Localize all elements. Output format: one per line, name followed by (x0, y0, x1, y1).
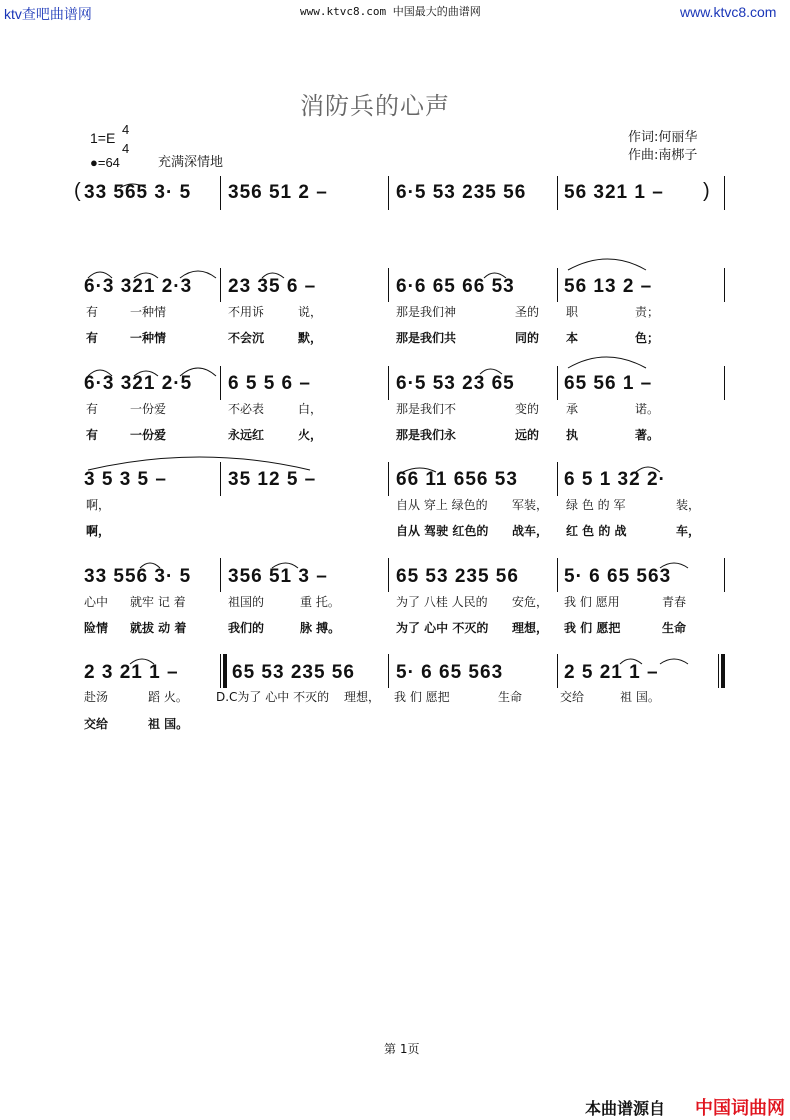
lyric: 一份爱 (130, 402, 167, 416)
lyric: 变的 (515, 402, 540, 416)
lyric: 祖 国。 (148, 717, 189, 731)
lyric: 军装， (512, 498, 549, 512)
slur (134, 371, 158, 376)
lyric: 蹈 火。 (148, 690, 188, 704)
lyric: 战车， (512, 524, 549, 538)
lyric: 诺。 (635, 402, 660, 416)
slur (403, 468, 436, 472)
lyric: 祖 国。 (620, 690, 660, 704)
lyric: 自从 驾驶 红色的 (396, 524, 489, 538)
footer-source-site[interactable]: 中国词曲网 (695, 1098, 785, 1119)
lyric: 一份爱 (130, 428, 167, 442)
lyric: 火， (298, 428, 323, 442)
song-title: 消防兵的心声 (300, 92, 450, 120)
system1-measure1-notes: 33 565 3· 5 (84, 182, 192, 203)
system6-measure4-notes: 2 5 21 1 – (564, 662, 659, 683)
slur (88, 272, 112, 278)
lyric: 心中 (84, 595, 109, 609)
lyric: 自从 穿上 绿色的 (396, 498, 488, 512)
system4-measure2-notes: 35 12 5 – (228, 469, 317, 490)
slur (620, 659, 642, 664)
repeat-close-paren: ) (703, 180, 710, 202)
lyric: 脉 搏。 (300, 621, 341, 635)
lyric: 重 托。 (300, 595, 340, 609)
slur (134, 273, 158, 278)
repeat-open-paren: ( (74, 180, 81, 202)
lyricist-credit: 作词:何丽华 (628, 130, 698, 145)
system4-measure4-notes: 6 5 1 32 2· (564, 469, 666, 490)
footer-source-label: 本曲谱源自 (585, 1099, 666, 1118)
lyric: 我 们 愿把 (564, 621, 621, 635)
lyric: 不必表 (228, 402, 265, 416)
lyric: 就牢 记 着 (130, 595, 186, 609)
lyric: 承 (566, 402, 579, 416)
lyric: 不会沉 (228, 331, 265, 345)
lyric: 那是我们神 (396, 305, 457, 319)
lyric: 绿 色 的 军 (566, 498, 626, 512)
lyric: 默， (298, 331, 323, 345)
lyric: 永远红 (228, 428, 265, 442)
lyric: 险情 (84, 621, 109, 635)
system2-measure4-notes: 56 13 2 – (564, 276, 653, 297)
lyric: 圣的 (515, 305, 540, 319)
slur (272, 563, 298, 568)
lyric: 交给 (84, 717, 109, 731)
lyric: 车， (676, 524, 701, 538)
lyric: 青春 (662, 595, 687, 609)
system2-measure1-notes: 6·3 321 2·3 (84, 276, 193, 297)
composer-credit: 作曲:南梆子 (628, 148, 698, 163)
lyric: 本 (566, 331, 579, 345)
lyric: 啊， (86, 498, 111, 512)
slur (88, 370, 112, 376)
slur (660, 659, 688, 664)
lyric: 我 们 愿把 (394, 690, 450, 704)
lyric: 那是我们不 (396, 402, 457, 416)
system5-measure3-notes: 65 53 235 56 (396, 566, 519, 587)
lyric: 就拔 动 着 (130, 621, 187, 635)
lyric: 职 (566, 305, 579, 319)
lyric: 装， (676, 498, 701, 512)
system2-measure3-notes: 6·6 65 66 53 (396, 276, 515, 297)
slur (480, 369, 502, 374)
lyric: 有 (86, 402, 99, 416)
page-number: 第 1页 (384, 1042, 420, 1056)
lyric: 说， (298, 305, 323, 319)
quarter-note-icon: ● (90, 155, 98, 170)
header-site-left[interactable]: ktv查吧曲谱网 (4, 6, 92, 22)
system3-measure2-notes: 6 5 5 6 – (228, 373, 311, 394)
lyric: 我们的 (228, 621, 265, 635)
lyric: 有 (86, 428, 99, 442)
lyric: 那是我们共 (396, 331, 457, 345)
lyric: 为了 心中 不灭的 (396, 621, 489, 635)
system2-measure2-notes: 23 35 6 – (228, 276, 317, 297)
lyric: 我 们 愿用 (564, 595, 620, 609)
lyric: 有 (86, 331, 99, 345)
lyric: 责； (635, 305, 660, 319)
lyric: 祖国的 (228, 595, 265, 609)
slur (484, 273, 506, 278)
key-signature: 1=E (90, 130, 116, 146)
expression-marking: 充满深情地 (158, 155, 224, 170)
lyric: 赴汤 (84, 690, 109, 704)
slur (120, 184, 146, 188)
lyric: 理想， (512, 621, 549, 635)
lyric: 理想， (344, 690, 381, 704)
lyric: 生命 (498, 690, 523, 704)
slur (140, 563, 160, 568)
slur (660, 563, 688, 568)
lyric: 安危， (512, 595, 549, 609)
lyric: 白， (298, 402, 323, 416)
lyric: 色； (635, 331, 660, 345)
slur (568, 357, 646, 368)
header-site-center[interactable]: www.ktvc8.com 中国最大的曲谱网 (300, 5, 481, 18)
slur (636, 467, 660, 472)
system3-measure1-notes: 6·3 321 2·5 (84, 373, 193, 394)
slur (180, 271, 216, 278)
system5-measure4-notes: 5· 6 65 563 (564, 566, 672, 587)
system4-measure3-notes: 66 11 656 53 (396, 469, 518, 490)
lyric: 红 色 的 战 (566, 524, 627, 538)
system1-measure4-notes: 56 321 1 – (564, 182, 664, 203)
lyric: 为了 八桂 人民的 (396, 595, 488, 609)
system1-measure3-notes: 6·5 53 235 56 (396, 182, 527, 203)
system6-measure3-notes: 5· 6 65 563 (396, 662, 504, 683)
system6-measure2-notes: 65 53 235 56 (232, 662, 355, 683)
lyric: 一种情 (130, 331, 167, 345)
time-signature-top: 4 (122, 122, 130, 137)
system5-measure2-notes: 356 51 3 – (228, 566, 328, 587)
lyric: 一种情 (130, 305, 167, 319)
lyric: 有 (86, 305, 99, 319)
slur (88, 457, 310, 470)
lyric: 生命 (662, 621, 687, 635)
time-signature-bottom: 4 (122, 141, 130, 156)
lyric: 执 (566, 428, 579, 442)
lyric: 啊， (86, 524, 111, 538)
system5-measure1-notes: 33 556 3· 5 (84, 566, 192, 587)
lyric: 远的 (515, 428, 540, 442)
slur (262, 273, 284, 278)
system4-measure1-notes: 3 5 3 5 – (84, 469, 167, 490)
system3-measure4-notes: 65 56 1 – (564, 373, 653, 394)
slur (180, 368, 216, 376)
slur (568, 259, 646, 270)
lyric: 同的 (515, 331, 540, 345)
system6-measure1-notes: 2 3 21 1 – (84, 662, 179, 683)
system3-measure3-notes: 6·5 53 23 65 (396, 373, 515, 394)
slur (130, 659, 154, 664)
header-site-right[interactable]: www.ktvc8.com (680, 4, 777, 20)
tempo-value: =64 (97, 155, 120, 170)
lyric: 那是我们永 (396, 428, 457, 442)
lyric: D.C为了 心中 不灭的 (216, 690, 330, 704)
lyric: 交给 (560, 690, 585, 704)
lyric: 不用诉 (228, 305, 265, 319)
lyric: 著。 (635, 428, 660, 442)
system1-measure2-notes: 356 51 2 – (228, 182, 328, 203)
